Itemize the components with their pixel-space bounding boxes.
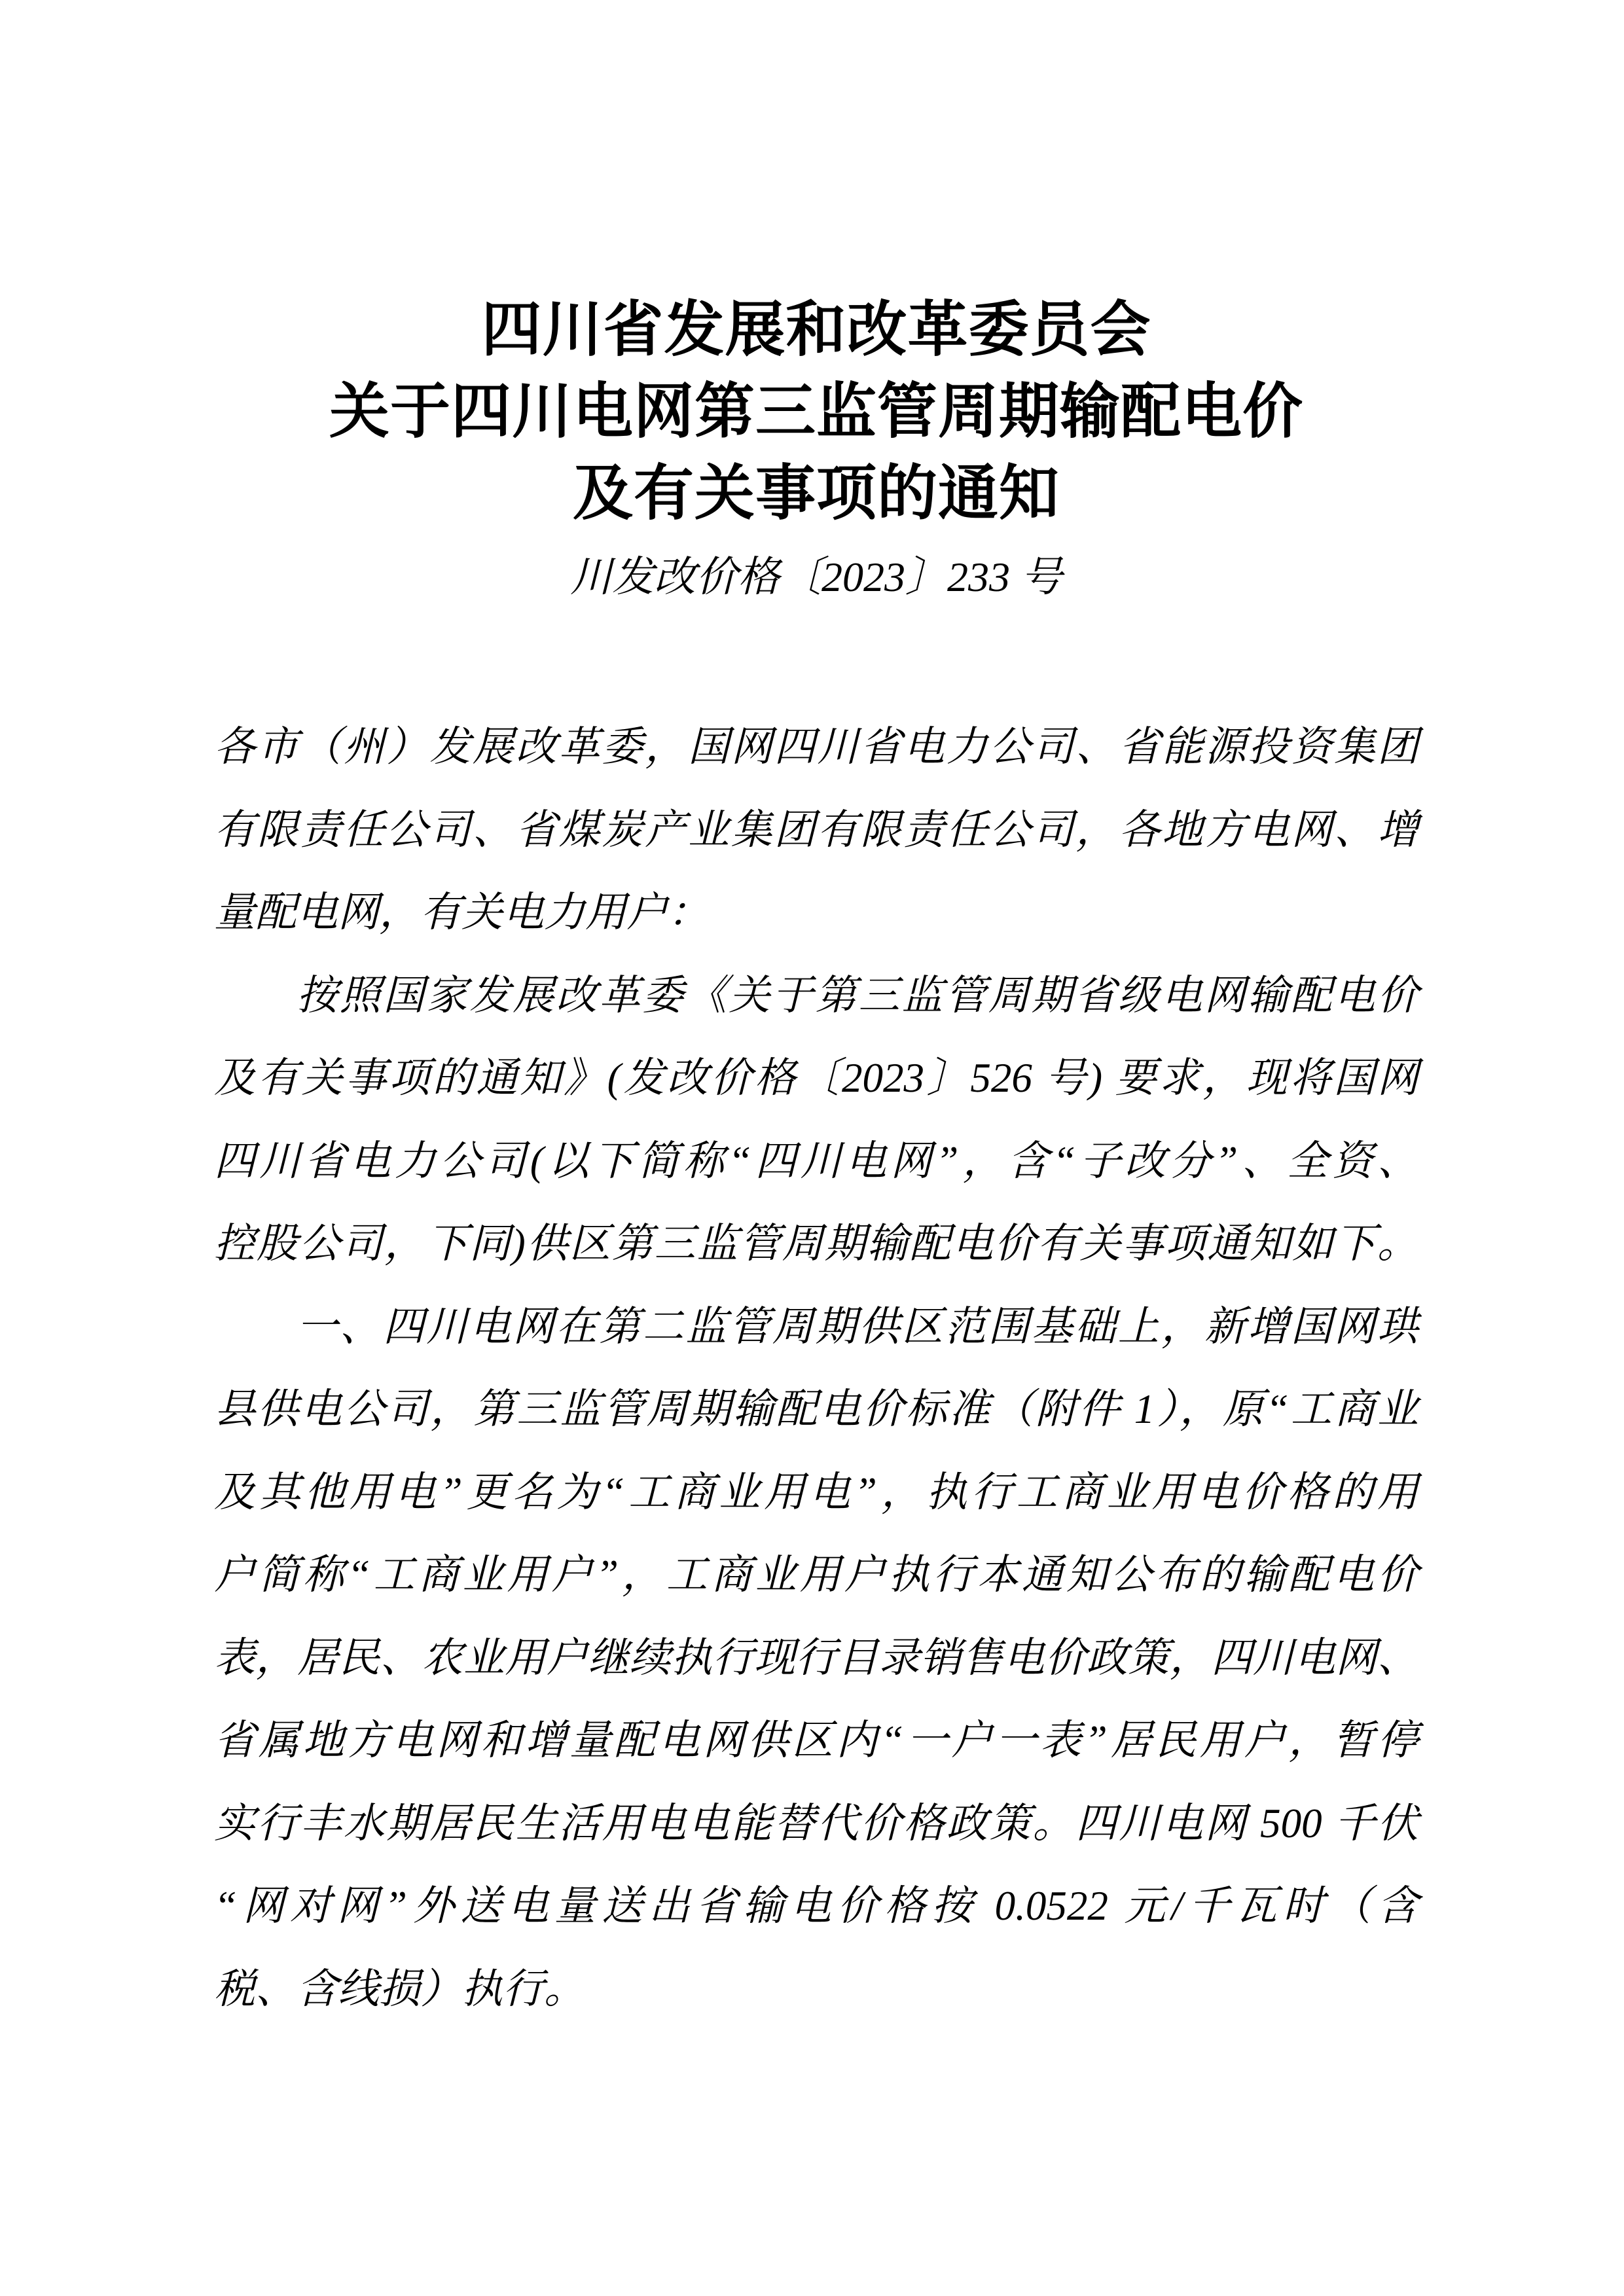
doc-body	[214, 706, 1418, 2030]
body-line-12: 表，居民、农业用户继续执行现行目录销售电价政策，四川电网、	[214, 1634, 1418, 1681]
doc-title-line-1: 四川省发展和改革委员会	[481, 296, 1151, 363]
doc-title-line-2: 关于四川电网第三监管周期输配电价	[329, 378, 1303, 445]
body-line-2: 有限责任公司、省煤炭产业集团有限责任公司，各地方电网、增	[214, 806, 1418, 853]
body-line-15: “网对网”外送电量送出省输电价格按 0.0522 元/千瓦时（含	[214, 1883, 1418, 1929]
body-line-1: 各市（州）发展改革委，国网四川省电力公司、省能源投资集团	[214, 724, 1418, 770]
body-line-8: 一、四川电网在第二监管周期供区范围基础上，新增国网珙	[297, 1303, 1418, 1350]
doc-number: 川发改价格〔2023〕233 号	[570, 554, 1062, 600]
body-line-16: 税、含线损）执行。	[214, 1965, 585, 2012]
body-line-13: 省属地方电网和增量配电网供区内“一户一表”居民用户，暂停	[214, 1717, 1418, 1763]
body-line-10: 及其他用电”更名为“工商业用电”，执行工商业用电价格的用	[214, 1469, 1418, 1515]
recipients-paragraph	[214, 706, 1418, 954]
body-line-9: 县供电公司，第三监管周期输配电价标准（附件 1），原“工商业	[214, 1386, 1418, 1432]
doc-title	[214, 289, 1418, 535]
doc-title-line-3: 及有关事项的通知	[572, 460, 1060, 527]
body-line-14: 实行丰水期居民生活用电电能替代价格政策。四川电网 500 千伏	[214, 1800, 1418, 1846]
body-line-5: 及有关事项的通知》(发改价格〔2023〕526 号) 要求，现将国网	[214, 1055, 1418, 1101]
body-line-4: 按照国家发展改革委《关于第三监管周期省级电网输配电价	[297, 972, 1418, 1018]
body-line-7: 控股公司，下同)供区第三监管周期输配电价有关事项通知如下。	[214, 1221, 1418, 1266]
body-line-6: 四川省电力公司(以下简称“四川电网”，含“子改分”、全资、	[214, 1138, 1418, 1184]
intro-paragraph	[214, 954, 1418, 1285]
body-line-3: 量配电网，有关电力用户：	[214, 889, 709, 935]
body-line-11: 户简称“工商业用户”，工商业用户执行本通知公布的输配电价	[214, 1552, 1418, 1598]
item-1-paragraph	[214, 1285, 1418, 2031]
